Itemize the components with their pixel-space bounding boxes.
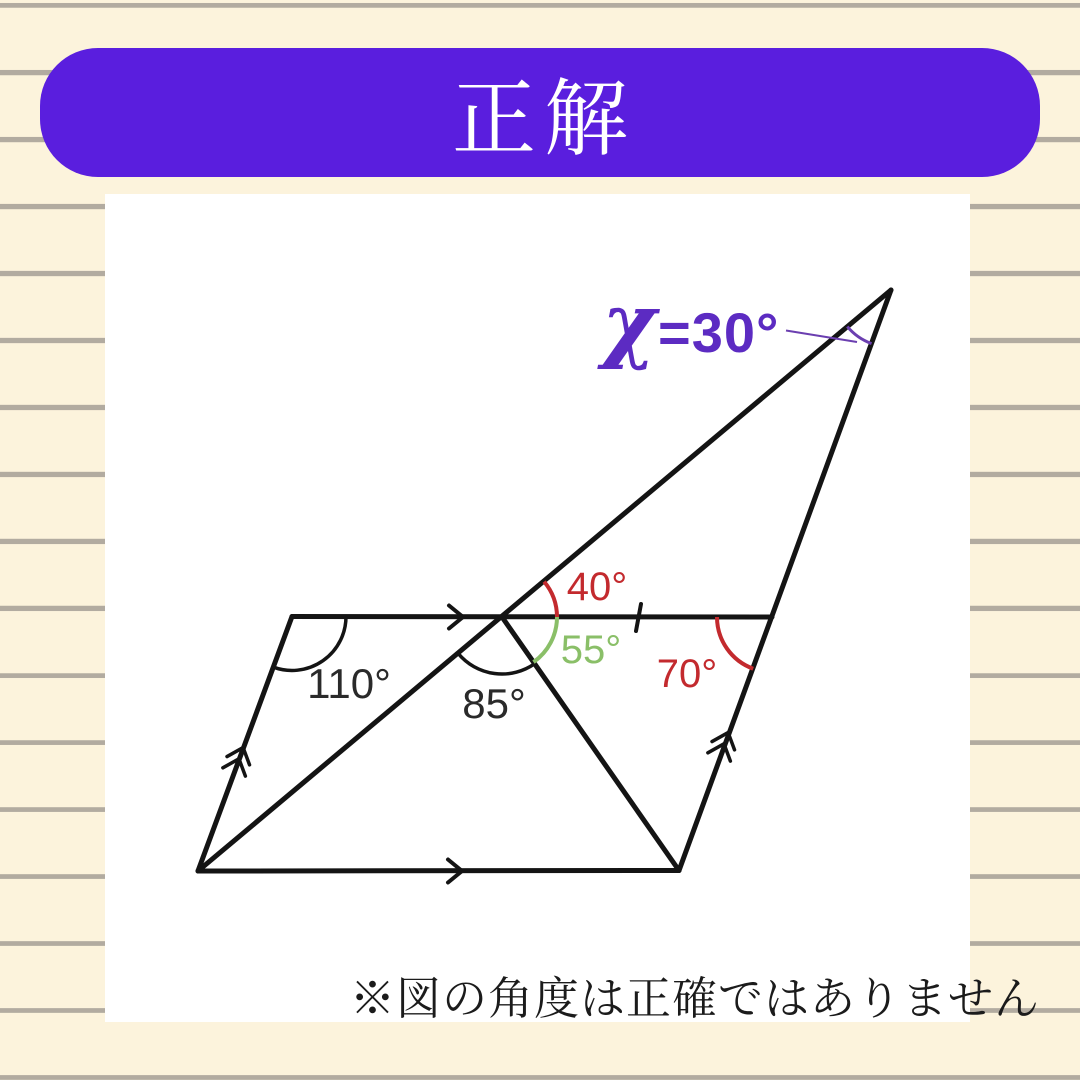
angle-label-110: 110° [307,660,391,707]
angle-label-55: 55° [560,628,622,672]
angle-label-40: 40° [566,565,628,609]
x-value-label: =30° [658,301,780,364]
angle-label-85: 85° [462,680,526,727]
diagram-card [105,194,970,1022]
double-tick-left [223,743,255,776]
banner-title: 正解 [451,72,636,166]
x-symbol-label: χ [602,276,656,372]
side-bottom [198,871,679,872]
arc-55 [534,617,558,662]
single-tick-mark [636,604,641,631]
double-tick-right [708,728,740,761]
answer-banner [40,48,1040,177]
side-top [292,617,772,618]
geometry-diagram [105,194,970,1022]
arc-85 [458,654,534,674]
angle-label-70: 70° [656,652,718,696]
arc-70 [717,617,753,669]
leader-line [786,331,857,343]
arc-40 [544,582,557,617]
accuracy-note: ※図の角度は正確ではありません [350,973,1041,1024]
